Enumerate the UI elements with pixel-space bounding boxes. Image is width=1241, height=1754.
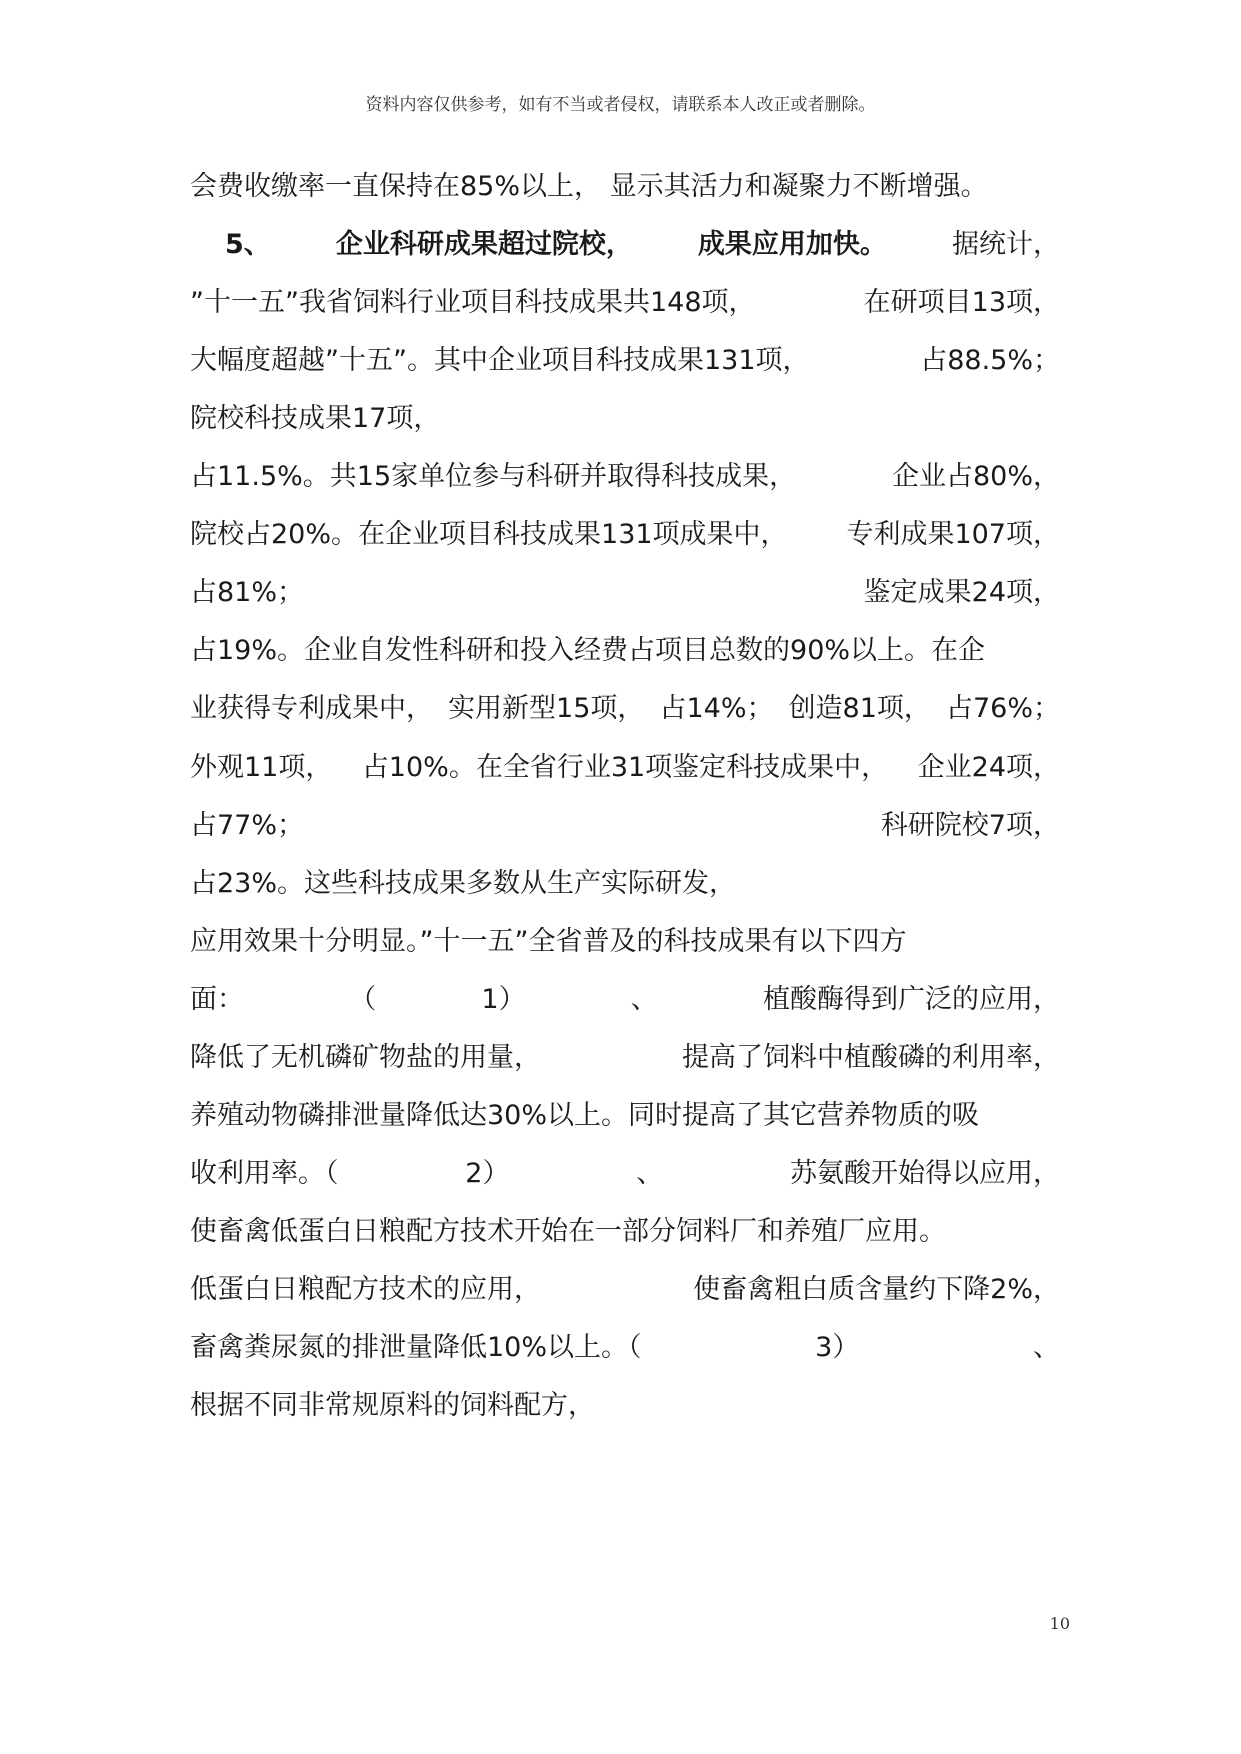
text-line (190, 1326, 1060, 1370)
text-segment: 、 (630, 984, 658, 1015)
text-segment: 科研院校7项， (880, 810, 1060, 841)
text-segment: 面： (190, 984, 244, 1015)
text-segment: （ (349, 984, 377, 1015)
page-header: 资料内容仅供参考，如有不当或者侵权，请联系本人改正或者删除。 (365, 95, 876, 115)
text-segment: 占14%； (659, 693, 774, 724)
text-segment: 畜禽粪尿氮的排泄量降低10%以上。（ (190, 1332, 642, 1363)
text-line (190, 397, 1060, 441)
text-line (190, 1210, 1060, 1254)
text-segment: ”十一五”我省饲料行业项目科技成果共148项， (190, 287, 756, 318)
text-segment: 苏氨酸开始得以应用， (789, 1158, 1060, 1189)
text-segment: 院校科技成果17项， (190, 403, 441, 434)
text-segment: 占19%。企业自发性科研和投入经费占项目总数的90%以上。在企 (190, 635, 986, 666)
text-segment: 、 (1032, 1332, 1060, 1363)
text-segment: 院校占20%。在企业项目科技成果131项成果中， (190, 519, 788, 550)
text-line (190, 862, 1060, 906)
text-line (190, 629, 1060, 673)
text-segment: 低蛋白日粮配方技术的应用， (190, 1274, 541, 1305)
text-line (190, 1094, 1060, 1138)
text-line (190, 455, 1060, 499)
text-line (190, 1268, 1060, 1312)
text-segment: 占88.5%； (920, 345, 1060, 376)
text-line (190, 165, 1060, 209)
text-segment: 企业占80%， (891, 461, 1060, 492)
text-segment: 专利成果107项， (846, 519, 1060, 550)
text-segment: 5、 (225, 229, 271, 260)
text-segment: 企业24项， (917, 752, 1060, 783)
text-line (190, 281, 1060, 325)
page-number: 10 (1049, 1614, 1070, 1633)
text-segment: 降低了无机磷矿物盐的用量， (190, 1042, 541, 1073)
text-segment: 业获得专利成果中， (190, 693, 433, 724)
text-segment: 在研项目13项， (863, 287, 1060, 318)
text-segment: 使畜禽低蛋白日粮配方技术开始在一部分饲料厂和养殖厂应用。 (190, 1216, 946, 1247)
text-segment: 植酸酶得到广泛的应用， (763, 984, 1060, 1015)
text-line (190, 746, 1060, 790)
text-line (190, 571, 1060, 615)
text-line (190, 339, 1060, 383)
text-segment: 鉴定成果24项， (863, 577, 1060, 608)
text-segment: 占76%； (945, 693, 1060, 724)
text-segment: 使畜禽粗白质含量约下降2%， (693, 1274, 1060, 1305)
text-line (190, 920, 1060, 964)
text-segment: 根据不同非常规原料的饲料配方， (190, 1390, 595, 1421)
text-segment: 应用效果十分明显。”十一五”全省普及的科技成果有以下四方 (190, 926, 907, 957)
text-line (190, 1152, 1060, 1196)
text-line (190, 978, 1060, 1022)
text-segment: 占10%。在全省行业31项鉴定科技成果中， (361, 752, 889, 783)
text-segment: 企业科研成果超过院校， (335, 229, 633, 260)
text-segment: 收利用率。（ (190, 1158, 339, 1189)
text-line (190, 513, 1060, 557)
text-segment: 外观11项， (190, 752, 333, 783)
text-segment: 占11.5%。共15家单位参与科研并取得科技成果， (190, 461, 797, 492)
text-segment: 占81%； (190, 577, 305, 608)
text-line (190, 687, 1060, 731)
text-segment: 大幅度超越”十五”。其中企业项目科技成果131项， (190, 345, 810, 376)
text-segment: 2） (465, 1158, 510, 1189)
text-segment: 1） (481, 984, 526, 1015)
text-line (190, 1036, 1060, 1080)
text-line (190, 804, 1060, 848)
text-segment: 3） (815, 1332, 860, 1363)
text-segment: 、 (636, 1158, 664, 1189)
text-segment: 成果应用加快。 (697, 229, 887, 260)
text-segment: 提高了饲料中植酸磷的利用率， (682, 1042, 1060, 1073)
text-segment: 占23%。这些科技成果多数从生产实际研发， (190, 868, 737, 899)
text-line (225, 223, 1060, 267)
text-segment: 据统计， (951, 229, 1060, 260)
text-segment: 养殖动物磷排泄量降低达30%以上。同时提高了其它营养物质的吸 (190, 1100, 980, 1131)
text-line (190, 1384, 1060, 1428)
text-segment: 创造81项， (788, 693, 931, 724)
text-segment: 占77%； (190, 810, 305, 841)
text-segment: 实用新型15项， (448, 693, 645, 724)
text-segment: 会费收缴率一直保持在85%以上， 显示其活力和凝聚力不断增强。 (190, 171, 988, 202)
